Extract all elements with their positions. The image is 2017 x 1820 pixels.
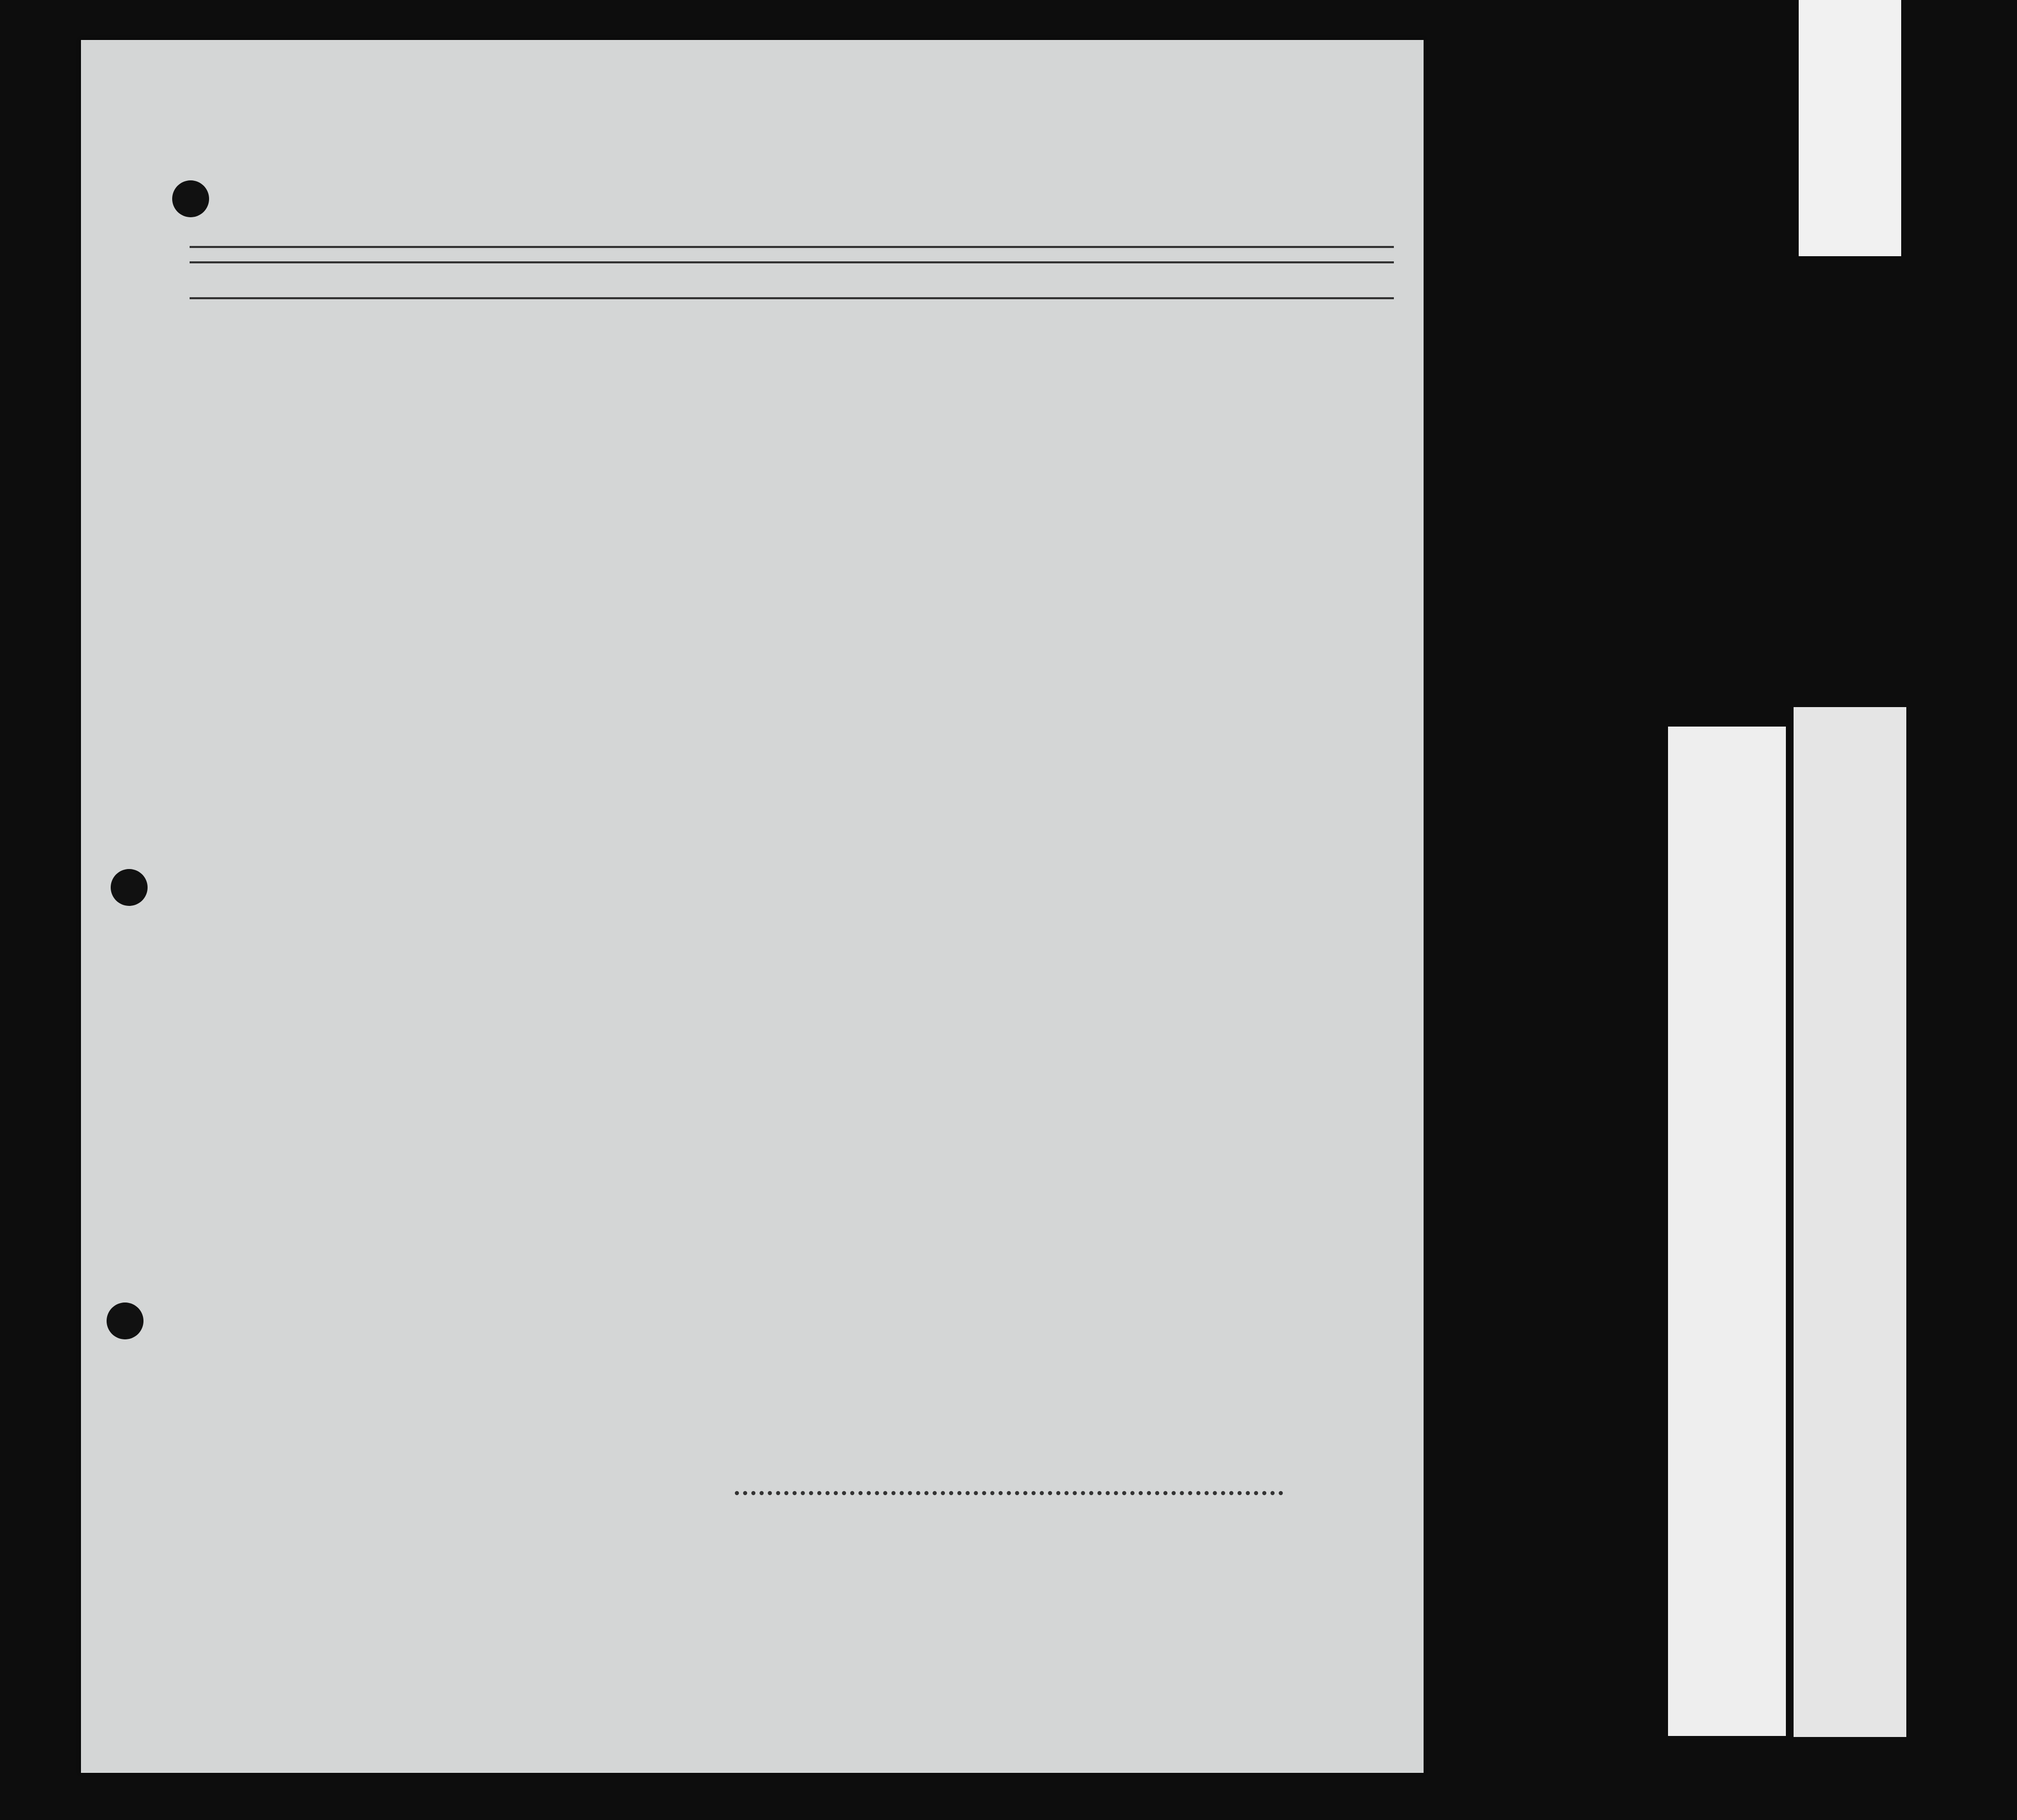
header-rule-1 <box>190 246 1394 248</box>
punch-hole-middle <box>111 869 148 906</box>
signature-dotted-line <box>735 1491 1283 1495</box>
header-rule-2 <box>190 261 1394 263</box>
header-rule-3 <box>190 297 1394 299</box>
archives-label <box>1794 707 1906 1737</box>
reference-label <box>1668 727 1786 1736</box>
document-page <box>81 40 1424 1773</box>
frame-number <box>1817 28 1883 192</box>
punch-hole-top <box>172 180 209 217</box>
punch-hole-bottom <box>107 1302 143 1339</box>
